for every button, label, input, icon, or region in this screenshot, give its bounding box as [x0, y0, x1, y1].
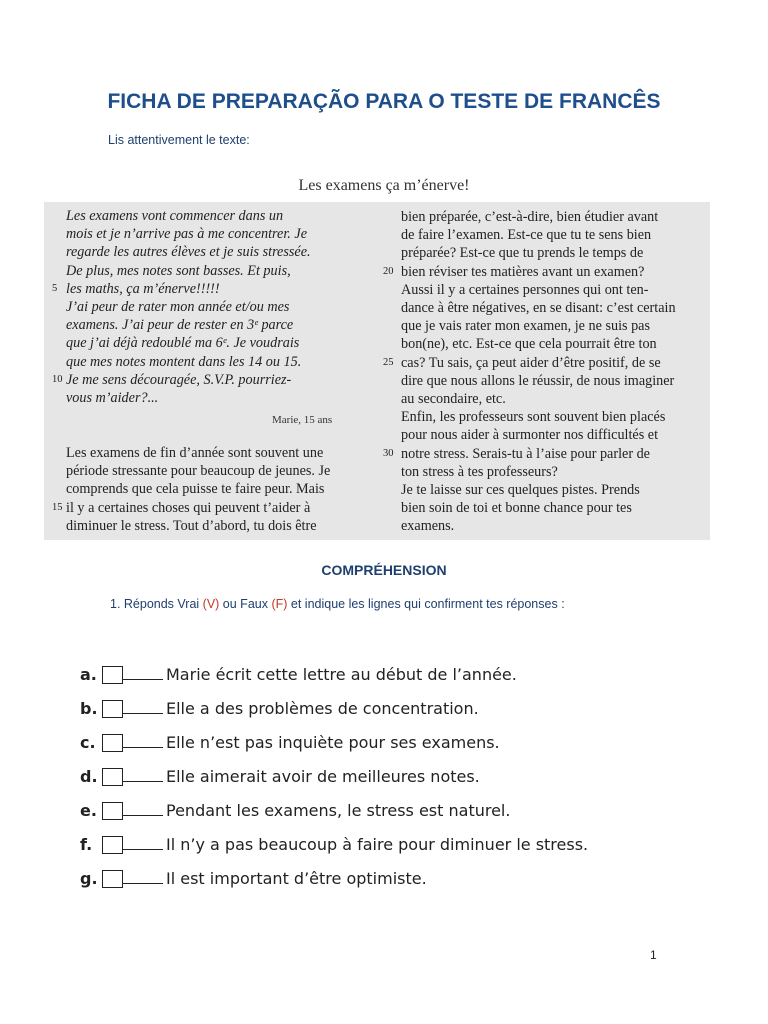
text-line: que je vais rater mon examen, je ne suis pas [401, 318, 650, 335]
text-line: préparée? Est-ce que tu prends le temps de [401, 245, 644, 262]
letter-signature: Marie, 15 ans [272, 414, 333, 426]
text-line: Je te laisse sur ces quelques pistes. Prends [401, 482, 640, 499]
answer-checkbox[interactable] [102, 802, 123, 820]
text-title: Les examens ça m’énerve! [298, 177, 470, 194]
true-false-item [80, 798, 510, 820]
answer-checkbox[interactable] [102, 734, 123, 752]
text-line: dance à être négatives, en se disant: c’est certain [401, 300, 676, 317]
true-false-item [80, 764, 480, 786]
section-heading: COMPRÉHENSION [321, 562, 447, 578]
answer-checkbox[interactable] [102, 666, 123, 684]
item-letter: a. [80, 665, 97, 684]
text-line: examens. J’ai peur de rester en 3ᵉ parce [66, 317, 294, 334]
item-letter: g. [80, 869, 98, 888]
text-line: 20 bien réviser tes matières avant un examen? [383, 263, 645, 280]
line-reference-blank[interactable] [123, 678, 163, 680]
true-false-item [80, 832, 588, 854]
item-letter: e. [80, 801, 97, 820]
text-line: 15 il y a certaines choses qui peuvent t’aider à [52, 499, 311, 516]
line-number: 15 [52, 501, 63, 513]
item-statement: Elle aimerait avoir de meilleures notes. [166, 767, 480, 786]
true-false-item [80, 662, 517, 684]
item-letter: d. [80, 767, 98, 786]
text-line: diminuer le stress. Tout d’abord, tu dois être [66, 517, 317, 534]
item-statement: Pendant les examens, le stress est naturel. [166, 801, 511, 820]
line-number: 10 [52, 373, 63, 385]
true-false-item [80, 866, 427, 888]
text-line: vous m’aider?... [66, 390, 159, 407]
answer-checkbox[interactable] [102, 700, 123, 718]
question-instruction: 1. Réponds Vrai (V) ou Faux (F) et indique les lignes qui confirment tes réponses : [110, 597, 565, 611]
line-number: 5 [52, 282, 58, 294]
text-line: 25 cas? Tu sais, ça peut aider d’être positif, de se [383, 354, 661, 371]
page-title: FICHA DE PREPARAÇÃO PARA O TESTE DE FRANCÊS [107, 90, 661, 113]
text-line: Enfin, les professeurs sont souvent bien placés [401, 409, 666, 426]
item-statement: Il n’y a pas beaucoup à faire pour diminuer le stress. [166, 835, 589, 854]
text-line: de faire l’examen. Est-ce que tu te sens bien [401, 227, 652, 244]
line-reference-blank[interactable] [123, 814, 163, 816]
text-line: Aussi il y a certaines personnes qui ont ten- [401, 281, 649, 298]
text-line: 10 Je me sens découragée, S.V.P. pourriez- [52, 371, 292, 388]
text-line: ton stress à tes professeurs? [401, 463, 558, 480]
item-statement: Elle n’est pas inquiète pour ses examens. [166, 733, 500, 752]
text-line: bien soin de toi et bonne chance pour tes [401, 500, 632, 517]
text-line: De plus, mes notes sont basses. Et puis, [66, 262, 291, 279]
text-line: bien préparée, c’est-à-dire, bien étudier avant [401, 209, 659, 225]
answer-checkbox[interactable] [102, 836, 123, 854]
text-line: 30 notre stress. Serais-tu à l’aise pour parler de [383, 445, 650, 462]
line-reference-blank[interactable] [123, 882, 163, 884]
text-line: au secondaire, etc. [401, 391, 506, 408]
line-reference-blank[interactable] [123, 780, 163, 782]
line-number: 25 [383, 356, 394, 368]
text-line: bon(ne), etc. Est-ce que cela pourrait être ton [401, 336, 657, 353]
item-statement: Elle a des problèmes de concentration. [166, 699, 479, 718]
line-reference-blank[interactable] [123, 746, 163, 748]
reply-text-left [52, 444, 366, 535]
true-false-item [80, 730, 500, 752]
text-line: pour nous aider à surmonter nos difficultés et [401, 427, 659, 444]
reply-text-right [383, 208, 701, 536]
text-line: regarde les autres élèves et je suis stressée. [66, 244, 311, 261]
page-number: 1 [650, 948, 657, 962]
text-line: J’ai peur de rater mon année et/ou mes [66, 299, 290, 316]
true-false-item [80, 696, 479, 718]
text-line: que mes notes montent dans les 14 ou 15. [66, 353, 302, 370]
text-line: examens. [401, 518, 455, 535]
item-letter: b. [80, 699, 98, 718]
letter-text [52, 207, 366, 407]
text-line: période stressante pour beaucoup de jeunes. Je [66, 463, 331, 480]
line-reference-blank[interactable] [123, 848, 163, 850]
item-statement: Marie écrit cette lettre au début de l’année. [166, 665, 517, 684]
reading-instruction: Lis attentivement le texte: [108, 133, 250, 147]
line-number: 20 [383, 265, 394, 277]
answer-checkbox[interactable] [102, 870, 123, 888]
text-line: mois et je n’arrive pas à me concentrer. Je [66, 226, 307, 243]
text-line: comprends que cela puisse te faire peur. Mais [66, 481, 325, 498]
text-line: dire que nous allons le réussir, de nous imaginer [401, 372, 675, 389]
text-line: que j’ai déjà redoublé ma 6ᵉ. Je voudrais [66, 335, 300, 352]
line-number: 30 [383, 447, 394, 459]
item-letter: c. [80, 733, 96, 752]
item-letter: f. [80, 835, 93, 854]
text-line: 5 les maths, ça m’énerve!!!!! [52, 280, 220, 297]
text-line: Les examens vont commencer dans un [66, 208, 284, 224]
line-reference-blank[interactable] [123, 712, 163, 714]
item-statement: Il est important d’être optimiste. [166, 869, 427, 888]
answer-checkbox[interactable] [102, 768, 123, 786]
text-line: Les examens de fin d’année sont souvent une [66, 445, 324, 461]
